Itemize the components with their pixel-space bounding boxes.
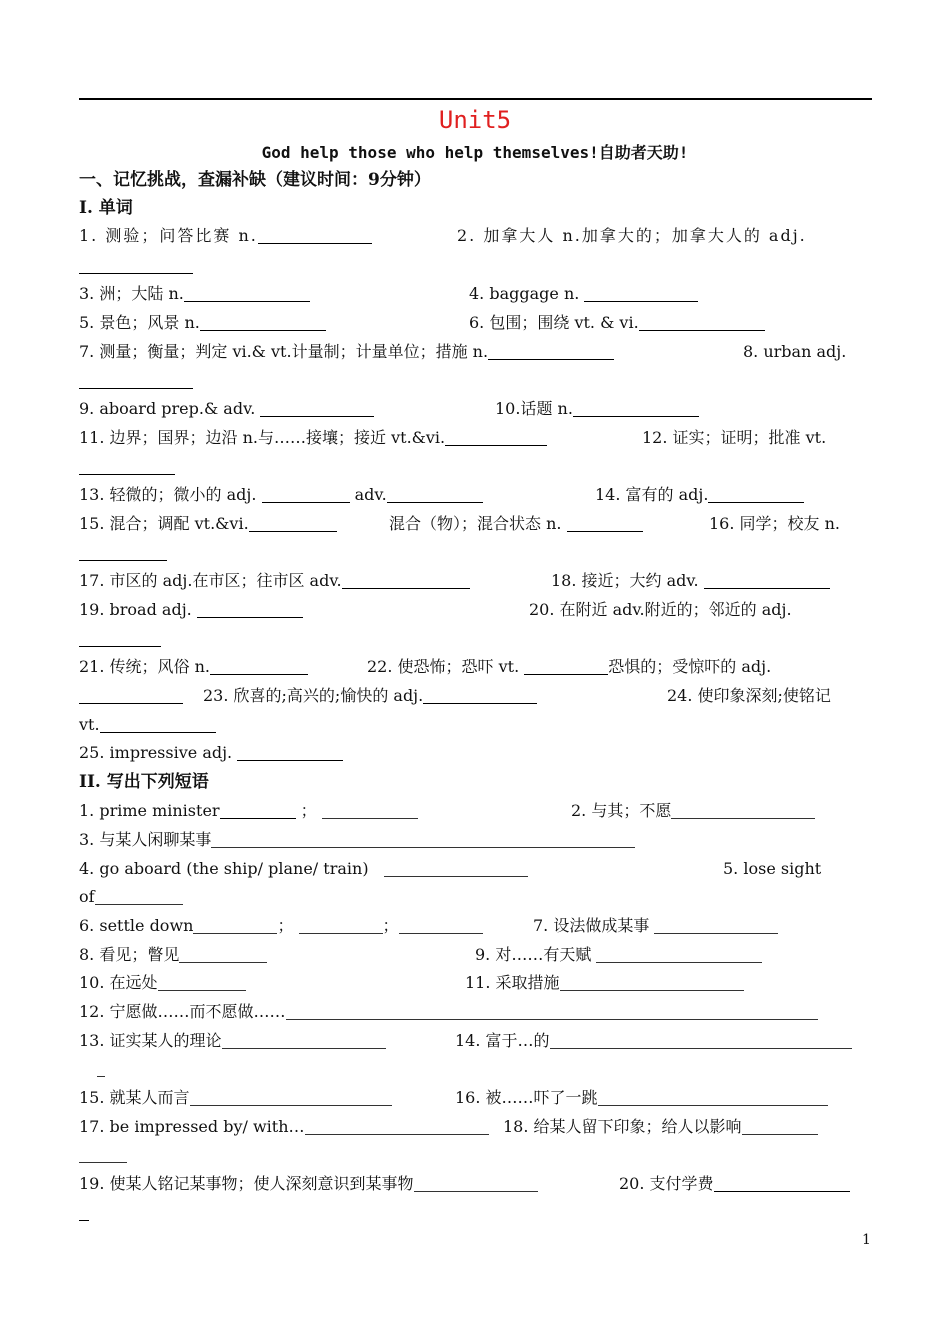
phrase-row-17-cont (79, 1141, 872, 1169)
phrase-item-18: 18. 给某人留下印象；给人以影响 (503, 1113, 818, 1141)
word-item-3: 3. 洲；大陆 n. (79, 280, 310, 308)
phrase-item-20: 20. 支付学费 (619, 1170, 850, 1198)
word-row-25 (79, 739, 872, 767)
word-item-7: 7. 测量；衡量；判定 vi.& vt.计量制；计量单位；措施 n. (79, 338, 614, 366)
word-item-6: 6. 包围；围绕 vt. & vi. (469, 309, 765, 337)
phrase-row-19-cont (79, 1199, 872, 1227)
answer-blank[interactable] (299, 915, 383, 934)
phrase-item-5: 5. lose sight (723, 859, 822, 878)
answer-blank[interactable] (237, 742, 343, 761)
phrase-item-17: 17. be impressed by/ with… (79, 1113, 489, 1141)
answer-blank[interactable] (79, 370, 193, 389)
answer-blank[interactable] (79, 542, 167, 561)
answer-blank[interactable] (100, 714, 216, 733)
answer-blank[interactable] (197, 599, 303, 618)
answer-blank[interactable] (584, 283, 698, 302)
phrase-row-1 (79, 797, 872, 825)
word-item-15b: 混合（物）；混合状态 n. (389, 510, 643, 538)
word-row-15-cont (79, 539, 872, 567)
word-item-14: 14. 富有的 adj. (595, 481, 804, 509)
word-row-9 (79, 395, 872, 423)
answer-blank[interactable] (387, 484, 483, 503)
answer-blank[interactable] (220, 800, 296, 819)
answer-blank[interactable] (79, 456, 175, 475)
phrase-item-9: 9. 对……有天赋 (475, 941, 762, 969)
word-item-10: 10.话题 n. (495, 395, 699, 423)
phrase-row-5-cont: of (79, 883, 872, 911)
phrase-row-13 (79, 1027, 872, 1055)
answer-blank[interactable] (639, 312, 765, 331)
answer-blank[interactable] (445, 427, 547, 446)
unit-subtitle: God help those who help themselves!自助者天助! (261, 143, 689, 162)
answer-blank[interactable] (79, 628, 161, 647)
answer-blank[interactable] (322, 800, 418, 819)
answer-blank[interactable] (560, 972, 744, 991)
word-item-1: 1. 测验；问答比赛 n. (79, 222, 372, 250)
phrase-row-6 (79, 912, 872, 940)
phrase-item-8: 8. 看见；瞥见 (79, 941, 267, 969)
word-item-2: 2. 加拿大人 n.加拿大的；加拿大人的 adj. (457, 226, 807, 245)
phrase-row-12 (79, 998, 872, 1026)
answer-blank[interactable] (550, 1030, 852, 1049)
answer-blank[interactable] (184, 283, 310, 302)
word-row-7-cont (79, 367, 872, 395)
answer-blank[interactable] (414, 1173, 538, 1192)
answer-blank[interactable] (262, 484, 350, 503)
answer-blank[interactable] (79, 1202, 89, 1221)
word-item-25: 25. impressive adj. (79, 739, 343, 767)
answer-blank[interactable] (260, 398, 374, 417)
word-row-3 (79, 280, 872, 308)
word-row-21 (79, 653, 872, 681)
phrase-item-13: 13. 证实某人的理论 (79, 1027, 386, 1055)
answer-blank[interactable] (714, 1173, 850, 1192)
phrase-item-4: 4. go aboard (the ship/ plane/ train) (79, 855, 528, 883)
phrase-row-4 (79, 855, 872, 883)
word-item-18: 18. 接近；大约 adv. (551, 567, 830, 595)
answer-blank[interactable] (79, 1144, 127, 1163)
answer-blank[interactable] (211, 829, 635, 848)
word-item-21: 21. 传统；风俗 n. (79, 653, 308, 681)
word-row-23 (79, 682, 872, 710)
answer-blank[interactable] (79, 255, 193, 274)
word-row-13 (79, 481, 872, 509)
word-item-15: 15. 混合；调配 vt.&vi. (79, 510, 337, 538)
answer-blank[interactable] (95, 886, 183, 905)
answer-blank[interactable] (210, 656, 308, 675)
word-row-24-cont: vt. (79, 711, 872, 739)
word-item-13: 13. 轻微的；微小的 adj. adv. (79, 481, 483, 509)
answer-blank[interactable] (704, 570, 830, 589)
phrase-row-15 (79, 1084, 872, 1112)
answer-blank[interactable] (567, 513, 643, 532)
answer-blank[interactable] (179, 944, 267, 963)
answer-blank[interactable] (158, 972, 246, 991)
phrase-row-13-cont (79, 1055, 872, 1083)
word-item-16: 16. 同学；校友 n. (709, 514, 841, 533)
word-item-19: 19. broad adj. (79, 596, 303, 624)
part1-heading: I. 单词 (79, 198, 133, 218)
answer-blank[interactable] (286, 1001, 818, 1020)
phrase-row-8 (79, 941, 872, 969)
phrase-row-19 (79, 1170, 872, 1198)
answer-blank[interactable] (399, 915, 483, 934)
phrase-item-3: 3. 与某人闲聊某事 (79, 826, 635, 854)
answer-blank[interactable] (654, 915, 778, 934)
word-row-7 (79, 338, 872, 366)
answer-blank[interactable] (97, 1058, 105, 1077)
word-row-19 (79, 596, 872, 624)
header-rule (79, 98, 872, 100)
phrase-item-19: 19. 使某人铭记某事物；使人深刻意识到某事物 (79, 1170, 538, 1198)
phrase-item-14: 14. 富于…的 (455, 1027, 852, 1055)
answer-blank[interactable] (488, 341, 614, 360)
answer-blank[interactable] (249, 513, 337, 532)
word-item-22: 22. 使恐怖；恐吓 vt. 恐惧的；受惊吓的 adj. (367, 657, 772, 676)
phrase-item-7: 7. 设法做成某事 (533, 912, 778, 940)
word-row-11-cont (79, 453, 872, 481)
answer-blank[interactable] (342, 570, 470, 589)
answer-blank[interactable] (742, 1116, 818, 1135)
answer-blank[interactable] (573, 398, 699, 417)
answer-blank[interactable] (200, 312, 326, 331)
word-item-20: 20. 在附近 adv.附近的；邻近的 adj. (529, 600, 792, 619)
word-item-12: 12. 证实；证明；批准 vt. (642, 428, 827, 447)
answer-blank[interactable] (423, 685, 537, 704)
phrase-item-12: 12. 宁愿做……而不愿做…… (79, 998, 818, 1026)
answer-blank[interactable] (258, 225, 372, 244)
word-item-8: 8. urban adj. (743, 342, 847, 361)
word-item-9: 9. aboard prep.& adv. (79, 395, 374, 423)
answer-blank[interactable] (79, 685, 183, 704)
answer-blank[interactable] (190, 1087, 392, 1106)
word-item-5: 5. 景色；风景 n. (79, 309, 326, 337)
phrase-item-6: 6. settle down ； ； (79, 912, 483, 940)
answer-blank[interactable] (598, 1087, 828, 1106)
phrase-item-2: 2. 与其；不愿 (571, 797, 815, 825)
word-item-4: 4. baggage n. (469, 280, 698, 308)
word-row-5 (79, 309, 872, 337)
answer-blank[interactable] (671, 800, 815, 819)
word-item-24: 24. 使印象深刻;使铭记 (667, 686, 831, 705)
unit-title: Unit5 (438, 106, 512, 134)
answer-blank[interactable] (524, 656, 608, 675)
part2-heading: II. 写出下列短语 (79, 772, 209, 792)
word-row-1-cont (79, 252, 872, 280)
phrase-row-3 (79, 826, 872, 854)
answer-blank[interactable] (222, 1030, 386, 1049)
word-row-15 (79, 510, 872, 538)
word-row-1 (79, 222, 872, 250)
phrase-row-17 (79, 1113, 872, 1141)
phrase-row-10 (79, 969, 872, 997)
word-row-17 (79, 567, 872, 595)
answer-blank[interactable] (596, 944, 762, 963)
phrase-item-15: 15. 就某人而言 (79, 1084, 392, 1112)
page-number: 1 (862, 1232, 871, 1248)
word-item-11: 11. 边界；国界；边沿 n.与……接壤；接近 vt.&vi. (79, 424, 547, 452)
word-row-19-cont (79, 625, 872, 653)
phrase-item-1: 1. prime minister ； (79, 797, 418, 825)
phrase-item-16: 16. 被……吓了一跳 (455, 1084, 828, 1112)
answer-blank[interactable] (708, 484, 804, 503)
word-item-17: 17. 市区的 adj.在市区；往市区 adv. (79, 567, 470, 595)
answer-blank[interactable] (193, 915, 277, 934)
word-row-11 (79, 424, 872, 452)
section1-heading: 一、记忆挑战，查漏补缺（建议时间：9分钟） (79, 170, 431, 190)
answer-blank[interactable] (384, 858, 528, 877)
answer-blank[interactable] (305, 1116, 489, 1135)
word-item-23: 23. 欣喜的;高兴的;愉快的 adj. (203, 682, 537, 710)
phrase-item-11: 11. 采取措施 (465, 969, 744, 997)
phrase-item-10: 10. 在远处 (79, 969, 246, 997)
